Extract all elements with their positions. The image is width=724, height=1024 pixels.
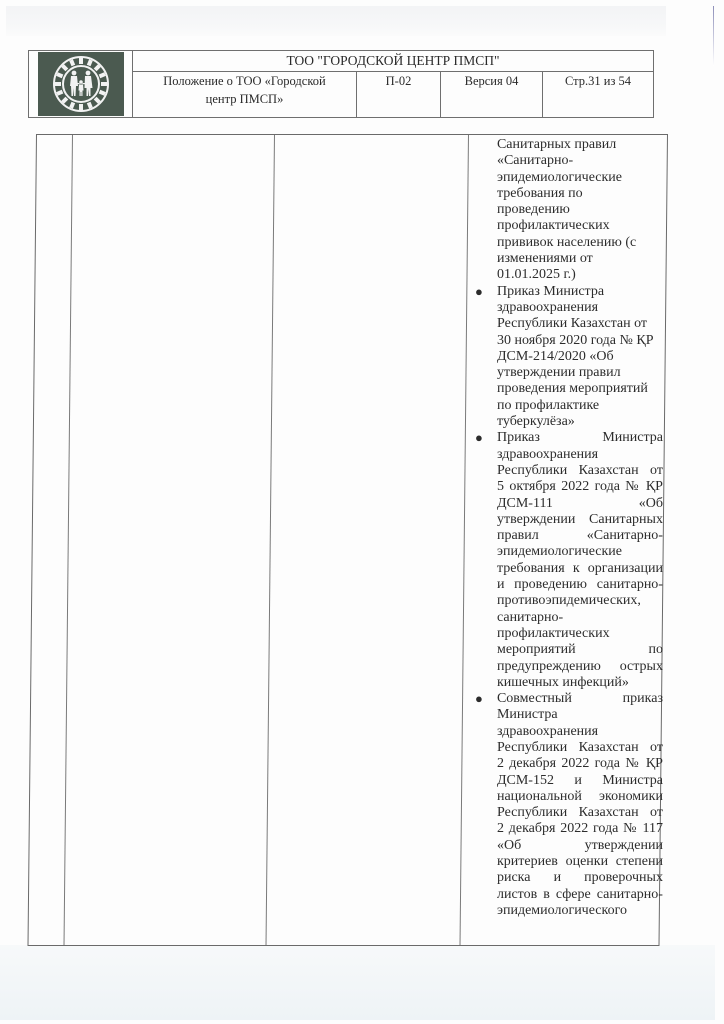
text-line: Министра — [496, 707, 558, 723]
text-line: эпидемиологические — [496, 169, 623, 185]
text-line: по профилактике — [496, 397, 600, 413]
document-title-line: Положение о ТОО «Городской — [163, 74, 326, 88]
text-line: 30 ноября 2020 года № ҚР — [496, 332, 654, 348]
column-divider — [460, 135, 469, 945]
text-line: Приказ Министра — [496, 430, 663, 446]
text-line: 2 декабря 2022 года № ҚР — [496, 756, 663, 772]
text-line: «Об утверждении — [496, 837, 663, 853]
text-line: туберкулёза» — [496, 414, 575, 430]
text-line: Республики Казахстан от — [496, 462, 663, 478]
column-divider — [266, 135, 275, 945]
document-header-table — [28, 50, 654, 118]
page-number: Стр.31 из 54 — [564, 74, 632, 88]
text-line: требования к организации — [496, 560, 663, 576]
text-line: эпидемиологического — [496, 902, 627, 918]
text-line: утверждении Санитарных — [496, 511, 663, 527]
text-line: «Санитарно- — [496, 153, 574, 169]
text-line: 2 декабря 2022 года № 117 — [496, 821, 663, 837]
scan-bottom-tint — [0, 945, 715, 1020]
regulation-bullet-item — [469, 284, 667, 431]
text-line: национальной экономики — [496, 788, 663, 804]
text-line: правил «Санитарно- — [496, 528, 663, 544]
regulation-text — [497, 430, 663, 691]
regulation-text — [497, 691, 663, 919]
text-line: требования по — [496, 185, 583, 201]
scan-bleed-through — [6, 6, 666, 36]
text-line: Республики Казахстан от — [496, 316, 648, 332]
text-line: Санитарных правил — [496, 137, 617, 152]
text-line: проведения мероприятий — [496, 381, 648, 397]
text-line: проведению — [496, 202, 570, 218]
continuation-paragraph — [469, 137, 667, 284]
text-line: критериев оценки степени — [496, 854, 663, 870]
bullet-dot-icon: ● — [474, 430, 483, 446]
regulation-bullet-item — [469, 691, 667, 919]
text-line: предупреждению острых — [496, 658, 663, 674]
text-line: прививок населению (с — [496, 234, 637, 250]
text-line: кишечных инфекций» — [496, 674, 629, 690]
document-title-line: центр ПМСП» — [205, 92, 284, 106]
family-circle-logo-icon — [38, 52, 124, 116]
text-line: Республики Казахстан от — [496, 805, 663, 821]
text-line: мероприятий по — [496, 642, 663, 658]
text-line: санитарно- — [496, 609, 564, 625]
text-line: профилактических — [496, 218, 610, 234]
text-line: здравоохранения — [496, 299, 599, 315]
logo-cell — [29, 51, 133, 117]
regulations-bullet-list — [469, 284, 667, 920]
content-table — [27, 134, 668, 946]
regulation-bullet-item — [469, 430, 667, 691]
document-title — [133, 72, 357, 117]
text-line: утверждении правил — [496, 365, 621, 381]
regulations-cell — [469, 137, 667, 919]
document-code: П-02 — [357, 72, 441, 117]
text-line: Совместный приказ — [496, 691, 663, 707]
column-divider — [64, 135, 73, 945]
text-line: ДСМ-111 «Об — [496, 495, 663, 511]
family-emblem-icon — [51, 54, 111, 114]
text-line: здравоохранения — [496, 446, 599, 462]
text-line: ДСМ-152 и Министра — [496, 772, 663, 788]
scan-edge-mark — [713, 6, 714, 66]
text-line: Республики Казахстан от — [496, 739, 663, 755]
text-line: риска и проверочных — [496, 870, 663, 886]
text-line: профилактических — [496, 625, 610, 641]
bullet-dot-icon: ● — [474, 691, 483, 707]
document-version: Версия 04 — [441, 72, 543, 117]
text-line: 5 октября 2022 года № ҚР — [496, 479, 663, 495]
organization-name: ТОО "ГОРОДСКОЙ ЦЕНТР ПМСП" — [133, 51, 653, 72]
text-line: Приказ Министра — [496, 283, 605, 299]
regulation-text — [497, 284, 663, 431]
bullet-dot-icon: ● — [474, 283, 483, 299]
text-line: листов в сфере санитарно- — [496, 886, 663, 902]
text-line: противоэпидемических, — [496, 593, 641, 609]
text-line: эпидемиологические — [496, 544, 623, 560]
text-line: изменениями от — [496, 251, 593, 267]
text-line: здравоохранения — [496, 723, 599, 739]
text-line: 01.01.2025 г.) — [496, 267, 576, 283]
text-line: и проведению санитарно- — [496, 577, 663, 593]
text-line: ДСМ-214/2020 «Об — [496, 348, 614, 364]
